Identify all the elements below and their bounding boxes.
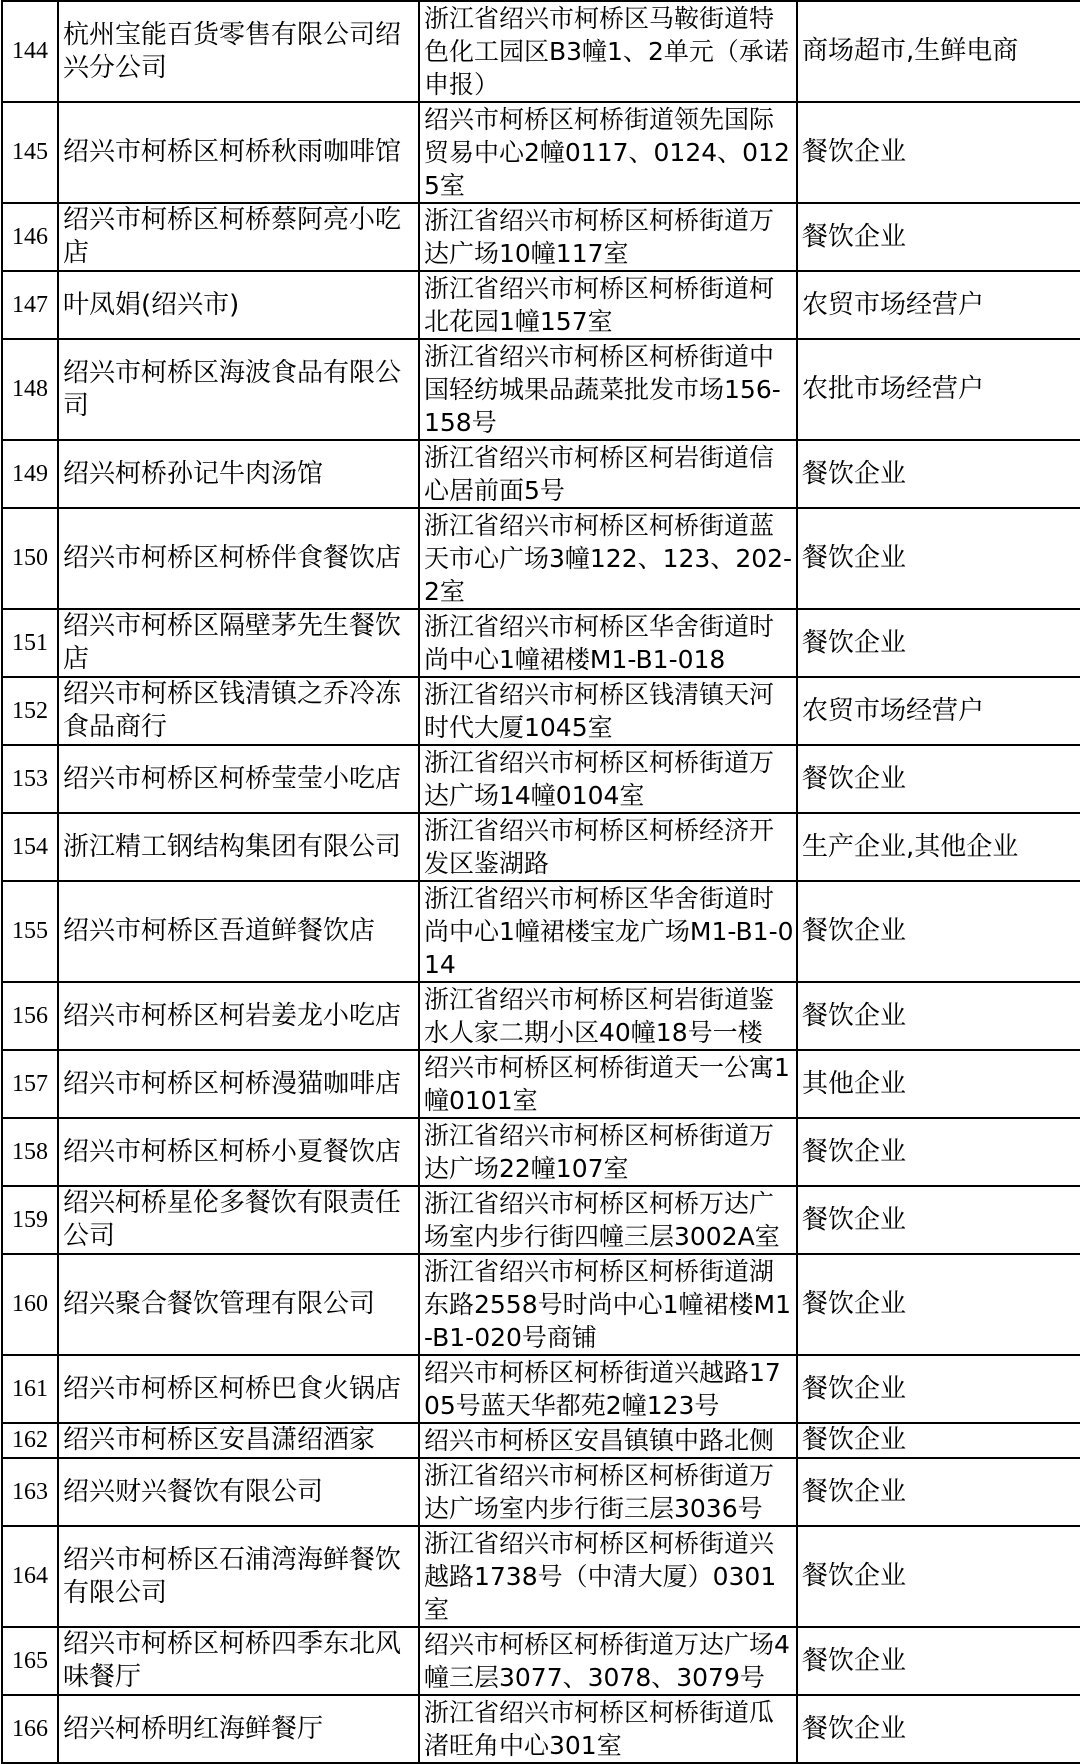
business-type-cell: 商场超市,生鲜电商	[797, 1, 1080, 102]
table-row	[2, 440, 1080, 508]
row-number-cell: 145	[2, 102, 58, 203]
business-type-cell: 餐饮企业	[797, 1254, 1080, 1355]
table-row	[2, 1186, 1080, 1254]
address-cell: 浙江省绍兴市柯桥区柯桥万达广场室内步行街四幢三层3002A室	[419, 1186, 797, 1254]
table-row	[2, 1458, 1080, 1526]
business-type-cell: 农贸市场经营户	[797, 677, 1080, 745]
table-row	[2, 1355, 1080, 1423]
address-cell: 浙江省绍兴市柯桥区柯桥街道兴越路1738号（中清大厦）0301室	[419, 1526, 797, 1627]
enterprise-name-cell: 绍兴市柯桥区钱清镇之乔冷冻食品商行	[58, 677, 419, 745]
row-number-cell: 158	[2, 1118, 58, 1186]
enterprise-name-cell: 绍兴市柯桥区海波食品有限公司	[58, 339, 419, 440]
enterprise-name-cell: 绍兴市柯桥区柯桥巴食火锅店	[58, 1355, 419, 1423]
table-row	[2, 508, 1080, 609]
table-row	[2, 1, 1080, 102]
table-row	[2, 609, 1080, 677]
enterprise-name-cell: 绍兴市柯桥区柯岩姜龙小吃店	[58, 982, 419, 1050]
enterprise-name-cell: 绍兴柯桥孙记牛肉汤馆	[58, 440, 419, 508]
table-body	[2, 1, 1080, 1763]
address-cell: 浙江省绍兴市柯桥区柯桥街道万达广场14幢0104室	[419, 745, 797, 813]
address-cell: 浙江省绍兴市柯桥区柯桥街道万达广场室内步行街三层3036号	[419, 1458, 797, 1526]
table-row	[2, 1627, 1080, 1695]
row-number-cell: 156	[2, 982, 58, 1050]
address-cell: 浙江省绍兴市柯桥区柯桥街道中国轻纺城果品蔬菜批发市场156-158号	[419, 339, 797, 440]
business-type-cell: 农批市场经营户	[797, 339, 1080, 440]
business-type-cell: 餐饮企业	[797, 1423, 1080, 1458]
row-number-cell: 165	[2, 1627, 58, 1695]
address-cell: 浙江省绍兴市柯桥区柯桥街道蓝天市心广场3幢122、123、202-2室	[419, 508, 797, 609]
row-number-cell: 157	[2, 1050, 58, 1118]
table-row	[2, 1526, 1080, 1627]
business-type-cell: 餐饮企业	[797, 508, 1080, 609]
table-row	[2, 745, 1080, 813]
enterprise-name-cell: 叶凤娟(绍兴市)	[58, 271, 419, 339]
row-number-cell: 150	[2, 508, 58, 609]
row-number-cell: 152	[2, 677, 58, 745]
table-row	[2, 339, 1080, 440]
enterprise-name-cell: 绍兴市柯桥区柯桥蔡阿亮小吃店	[58, 203, 419, 271]
enterprise-name-cell: 绍兴市柯桥区柯桥小夏餐饮店	[58, 1118, 419, 1186]
table-row	[2, 271, 1080, 339]
table-row	[2, 881, 1080, 982]
enterprise-name-cell: 绍兴市柯桥区柯桥秋雨咖啡馆	[58, 102, 419, 203]
business-type-cell: 餐饮企业	[797, 1695, 1080, 1763]
table-row	[2, 1695, 1080, 1763]
business-type-cell: 农贸市场经营户	[797, 271, 1080, 339]
table-row	[2, 1254, 1080, 1355]
row-number-cell: 161	[2, 1355, 58, 1423]
row-number-cell: 144	[2, 1, 58, 102]
enterprise-name-cell: 绍兴市柯桥区石浦湾海鲜餐饮有限公司	[58, 1526, 419, 1627]
row-number-cell: 164	[2, 1526, 58, 1627]
business-type-cell: 餐饮企业	[797, 440, 1080, 508]
address-cell: 绍兴市柯桥区柯桥街道万达广场4幢三层3077、3078、3079号	[419, 1627, 797, 1695]
business-type-cell: 生产企业,其他企业	[797, 813, 1080, 881]
address-cell: 绍兴市柯桥区柯桥街道领先国际贸易中心2幢0117、0124、0125室	[419, 102, 797, 203]
enterprise-name-cell: 杭州宝能百货零售有限公司绍兴分公司	[58, 1, 419, 102]
business-type-cell: 餐饮企业	[797, 203, 1080, 271]
enterprise-name-cell: 绍兴财兴餐饮有限公司	[58, 1458, 419, 1526]
address-cell: 浙江省绍兴市柯桥区柯岩街道信心居前面5号	[419, 440, 797, 508]
table-row	[2, 813, 1080, 881]
enterprise-name-cell: 绍兴柯桥星伦多餐饮有限责任公司	[58, 1186, 419, 1254]
enterprise-name-cell: 浙江精工钢结构集团有限公司	[58, 813, 419, 881]
business-type-cell: 餐饮企业	[797, 102, 1080, 203]
business-type-cell: 餐饮企业	[797, 1186, 1080, 1254]
enterprise-name-cell: 绍兴市柯桥区柯桥莹莹小吃店	[58, 745, 419, 813]
address-cell: 浙江省绍兴市柯桥区华舍街道时尚中心1幢裙楼M1-B1-018	[419, 609, 797, 677]
business-type-cell: 餐饮企业	[797, 1118, 1080, 1186]
table-row	[2, 1423, 1080, 1458]
address-cell: 浙江省绍兴市柯桥区马鞍街道特色化工园区B3幢1、2单元（承诺申报）	[419, 1, 797, 102]
row-number-cell: 162	[2, 1423, 58, 1458]
business-type-cell: 餐饮企业	[797, 982, 1080, 1050]
address-cell: 浙江省绍兴市柯桥区柯桥街道湖东路2558号时尚中心1幢裙楼M1-B1-020号商铺	[419, 1254, 797, 1355]
enterprise-name-cell: 绍兴市柯桥区柯桥伴食餐饮店	[58, 508, 419, 609]
address-cell: 绍兴市柯桥区安昌镇镇中路北侧	[419, 1423, 797, 1458]
address-cell: 浙江省绍兴市柯桥区柯桥街道万达广场10幢117室	[419, 203, 797, 271]
row-number-cell: 147	[2, 271, 58, 339]
business-type-cell: 餐饮企业	[797, 1526, 1080, 1627]
enterprise-name-cell: 绍兴市柯桥区柯桥漫猫咖啡店	[58, 1050, 419, 1118]
row-number-cell: 166	[2, 1695, 58, 1763]
enterprise-name-cell: 绍兴市柯桥区隔壁茅先生餐饮店	[58, 609, 419, 677]
address-cell: 浙江省绍兴市柯桥区柯桥经济开发区鉴湖路	[419, 813, 797, 881]
table-row	[2, 1050, 1080, 1118]
enterprise-name-cell: 绍兴聚合餐饮管理有限公司	[58, 1254, 419, 1355]
enterprise-table	[1, 0, 1080, 1764]
row-number-cell: 163	[2, 1458, 58, 1526]
enterprise-name-cell: 绍兴市柯桥区柯桥四季东北风味餐厅	[58, 1627, 419, 1695]
table-row	[2, 677, 1080, 745]
row-number-cell: 149	[2, 440, 58, 508]
enterprise-name-cell: 绍兴市柯桥区安昌潇绍酒家	[58, 1423, 419, 1458]
address-cell: 浙江省绍兴市柯桥区柯桥街道柯北花园1幢157室	[419, 271, 797, 339]
address-cell: 浙江省绍兴市柯桥区柯桥街道瓜渚旺角中心301室	[419, 1695, 797, 1763]
row-number-cell: 148	[2, 339, 58, 440]
enterprise-name-cell: 绍兴柯桥明红海鲜餐厅	[58, 1695, 419, 1763]
business-type-cell: 餐饮企业	[797, 881, 1080, 982]
table-row	[2, 203, 1080, 271]
address-cell: 浙江省绍兴市柯桥区柯岩街道鉴水人家二期小区40幢18号一楼	[419, 982, 797, 1050]
table-row	[2, 1118, 1080, 1186]
row-number-cell: 151	[2, 609, 58, 677]
business-type-cell: 餐饮企业	[797, 1458, 1080, 1526]
enterprise-name-cell: 绍兴市柯桥区吾道鲜餐饮店	[58, 881, 419, 982]
row-number-cell: 153	[2, 745, 58, 813]
row-number-cell: 146	[2, 203, 58, 271]
row-number-cell: 160	[2, 1254, 58, 1355]
address-cell: 浙江省绍兴市柯桥区钱清镇天河时代大厦1045室	[419, 677, 797, 745]
address-cell: 浙江省绍兴市柯桥区华舍街道时尚中心1幢裙楼宝龙广场M1-B1-014	[419, 881, 797, 982]
business-type-cell: 餐饮企业	[797, 609, 1080, 677]
row-number-cell: 155	[2, 881, 58, 982]
business-type-cell: 其他企业	[797, 1050, 1080, 1118]
business-type-cell: 餐饮企业	[797, 1627, 1080, 1695]
address-cell: 浙江省绍兴市柯桥区柯桥街道万达广场22幢107室	[419, 1118, 797, 1186]
table-row	[2, 102, 1080, 203]
row-number-cell: 154	[2, 813, 58, 881]
address-cell: 绍兴市柯桥区柯桥街道天一公寓1幢0101室	[419, 1050, 797, 1118]
business-type-cell: 餐饮企业	[797, 1355, 1080, 1423]
address-cell: 绍兴市柯桥区柯桥街道兴越路1705号蓝天华都苑2幢123号	[419, 1355, 797, 1423]
row-number-cell: 159	[2, 1186, 58, 1254]
table-row	[2, 982, 1080, 1050]
business-type-cell: 餐饮企业	[797, 745, 1080, 813]
